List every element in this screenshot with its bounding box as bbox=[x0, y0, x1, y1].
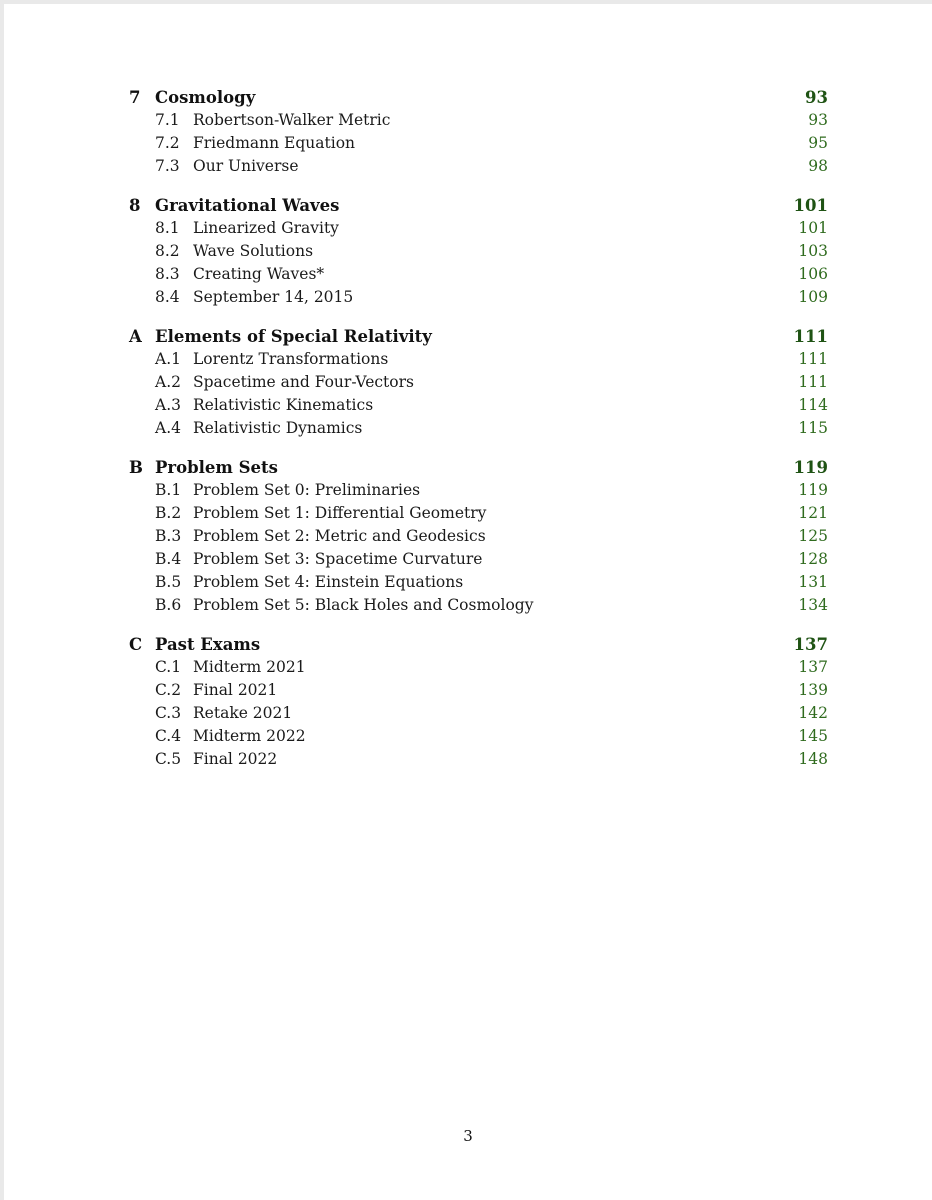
chapter-number: B bbox=[129, 458, 143, 477]
chapter-page-link[interactable]: 101 bbox=[793, 196, 828, 215]
section-entry[interactable] bbox=[124, 502, 828, 525]
section-number: A.3 bbox=[155, 396, 181, 414]
section-entry[interactable] bbox=[124, 394, 828, 417]
section-title: Relativistic Dynamics bbox=[193, 419, 363, 437]
chapter-entry[interactable] bbox=[124, 86, 828, 109]
section-page-link[interactable]: 128 bbox=[798, 550, 828, 568]
chapter-title: Elements of Special Relativity bbox=[155, 327, 432, 346]
section-page-link[interactable]: 134 bbox=[798, 596, 828, 614]
chapter-entry[interactable] bbox=[124, 456, 828, 479]
section-entry[interactable] bbox=[124, 548, 828, 571]
toc-chapter-c bbox=[124, 633, 828, 771]
section-entry[interactable] bbox=[124, 748, 828, 771]
document-page bbox=[4, 4, 932, 1200]
section-title: Relativistic Kinematics bbox=[193, 396, 374, 414]
chapter-page-link[interactable]: 137 bbox=[793, 635, 828, 654]
section-page-link[interactable]: 139 bbox=[798, 681, 828, 699]
section-number: B.5 bbox=[155, 573, 182, 591]
toc-chapter-b bbox=[124, 456, 828, 617]
chapter-entry[interactable] bbox=[124, 194, 828, 217]
section-title: Final 2021 bbox=[193, 681, 278, 699]
section-entry[interactable] bbox=[124, 240, 828, 263]
section-title: Linearized Gravity bbox=[193, 219, 339, 237]
section-page-link[interactable]: 125 bbox=[798, 527, 828, 545]
section-title: Lorentz Transformations bbox=[193, 350, 389, 368]
section-title: Our Universe bbox=[193, 157, 299, 175]
section-number: A.2 bbox=[155, 373, 181, 391]
section-page-link[interactable]: 148 bbox=[798, 750, 828, 768]
section-title: Midterm 2021 bbox=[193, 658, 306, 676]
section-page-link[interactable]: 111 bbox=[798, 350, 828, 368]
chapter-number: A bbox=[129, 327, 142, 346]
chapter-entry[interactable] bbox=[124, 325, 828, 348]
section-title: Problem Set 4: Einstein Equations bbox=[193, 573, 464, 591]
section-page-link[interactable]: 137 bbox=[798, 658, 828, 676]
section-page-link[interactable]: 109 bbox=[798, 288, 828, 306]
section-entry[interactable] bbox=[124, 525, 828, 548]
section-page-link[interactable]: 131 bbox=[798, 573, 828, 591]
section-number: B.3 bbox=[155, 527, 182, 545]
section-page-link[interactable]: 111 bbox=[798, 373, 828, 391]
section-number: C.1 bbox=[155, 658, 182, 676]
toc-chapter-a bbox=[124, 325, 828, 440]
section-number: 7.3 bbox=[155, 157, 180, 175]
section-title: Problem Set 1: Differential Geometry bbox=[193, 504, 487, 522]
chapter-title: Problem Sets bbox=[155, 458, 278, 477]
section-entry[interactable] bbox=[124, 371, 828, 394]
section-title: Problem Set 0: Preliminaries bbox=[193, 481, 421, 499]
section-entry[interactable] bbox=[124, 286, 828, 309]
section-title: Problem Set 5: Black Holes and Cosmology bbox=[193, 596, 534, 614]
section-number: 8.2 bbox=[155, 242, 180, 260]
section-page-link[interactable]: 119 bbox=[798, 481, 828, 499]
section-title: Problem Set 2: Metric and Geodesics bbox=[193, 527, 486, 545]
section-page-link[interactable]: 93 bbox=[808, 111, 828, 129]
chapter-title: Past Exams bbox=[155, 635, 261, 654]
section-number: A.1 bbox=[155, 350, 181, 368]
section-number: 8.1 bbox=[155, 219, 180, 237]
section-number: B.1 bbox=[155, 481, 182, 499]
section-entry[interactable] bbox=[124, 679, 828, 702]
chapter-number: C bbox=[129, 635, 143, 654]
chapter-page-link[interactable]: 119 bbox=[793, 458, 828, 477]
section-number: B.2 bbox=[155, 504, 182, 522]
section-title: Final 2022 bbox=[193, 750, 278, 768]
section-number: A.4 bbox=[155, 419, 181, 437]
section-entry[interactable] bbox=[124, 571, 828, 594]
chapter-title: Cosmology bbox=[155, 88, 256, 107]
chapter-title: Gravitational Waves bbox=[155, 196, 340, 215]
section-number: 8.4 bbox=[155, 288, 180, 306]
section-title: Wave Solutions bbox=[193, 242, 314, 260]
section-entry[interactable] bbox=[124, 263, 828, 286]
page-number: 3 bbox=[463, 1127, 473, 1145]
section-page-link[interactable]: 98 bbox=[808, 157, 828, 175]
section-number: 7.1 bbox=[155, 111, 180, 129]
section-page-link[interactable]: 142 bbox=[798, 704, 828, 722]
section-number: C.5 bbox=[155, 750, 182, 768]
chapter-number: 8 bbox=[129, 196, 141, 215]
section-entry[interactable] bbox=[124, 132, 828, 155]
section-number: B.6 bbox=[155, 596, 182, 614]
section-entry[interactable] bbox=[124, 155, 828, 178]
section-number: 7.2 bbox=[155, 134, 180, 152]
chapter-number: 7 bbox=[129, 88, 141, 107]
section-page-link[interactable]: 121 bbox=[798, 504, 828, 522]
section-entry[interactable] bbox=[124, 417, 828, 440]
chapter-page-link[interactable]: 93 bbox=[805, 88, 828, 107]
section-title: Spacetime and Four-Vectors bbox=[193, 373, 414, 391]
section-page-link[interactable]: 145 bbox=[798, 727, 828, 745]
toc-chapter-8 bbox=[124, 194, 828, 309]
chapter-entry[interactable] bbox=[124, 633, 828, 656]
chapter-page-link[interactable]: 111 bbox=[793, 327, 828, 346]
section-title: September 14, 2015 bbox=[193, 288, 354, 306]
section-page-link[interactable]: 106 bbox=[798, 265, 828, 283]
section-title: Problem Set 3: Spacetime Curvature bbox=[193, 550, 483, 568]
section-entry[interactable] bbox=[124, 217, 828, 240]
section-entry[interactable] bbox=[124, 656, 828, 679]
section-title: Robertson-Walker Metric bbox=[193, 111, 391, 129]
section-number: B.4 bbox=[155, 550, 182, 568]
section-title: Creating Waves* bbox=[193, 265, 325, 283]
section-entry[interactable] bbox=[124, 348, 828, 371]
section-page-link[interactable]: 95 bbox=[808, 134, 828, 152]
section-number: C.3 bbox=[155, 704, 182, 722]
section-number: C.2 bbox=[155, 681, 182, 699]
section-page-link[interactable]: 115 bbox=[798, 419, 828, 437]
section-entry[interactable] bbox=[124, 109, 828, 132]
section-entry[interactable] bbox=[124, 479, 828, 502]
section-title: Retake 2021 bbox=[193, 704, 293, 722]
section-title: Midterm 2022 bbox=[193, 727, 306, 745]
section-title: Friedmann Equation bbox=[193, 134, 356, 152]
section-number: 8.3 bbox=[155, 265, 180, 283]
toc-chapter-7 bbox=[124, 86, 828, 178]
section-number: C.4 bbox=[155, 727, 182, 745]
section-entry[interactable] bbox=[124, 702, 828, 725]
section-page-link[interactable]: 103 bbox=[798, 242, 828, 260]
section-entry[interactable] bbox=[124, 594, 828, 617]
section-page-link[interactable]: 101 bbox=[798, 219, 828, 237]
table-of-contents bbox=[124, 86, 828, 787]
section-page-link[interactable]: 114 bbox=[798, 396, 828, 414]
section-entry[interactable] bbox=[124, 725, 828, 748]
